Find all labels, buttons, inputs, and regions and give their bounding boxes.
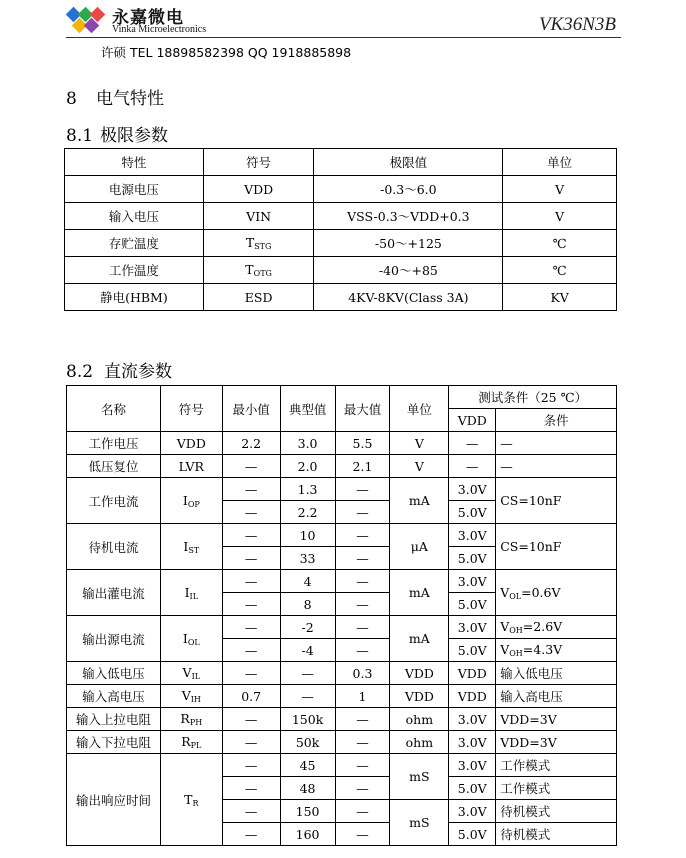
table-cell: — (222, 616, 280, 639)
table-cell: 3.0V (449, 570, 496, 593)
table-cell: — (335, 547, 390, 570)
symbol-cell (203, 257, 314, 284)
table-cell: VDD (449, 662, 496, 685)
condition-part: =2.6V (522, 619, 563, 634)
table-cell: — (280, 685, 335, 708)
table-cell: 输出源电流 (67, 616, 161, 662)
table-cell: 4KV-8KV(Class 3A) (314, 284, 503, 311)
table-cell: 输入下拉电阻 (67, 731, 161, 754)
table-cell: 2.2 (222, 432, 280, 455)
contact-line: 许硕 TEL 18898582398 QQ 1918885898 (101, 45, 352, 60)
condition-part: V (500, 619, 510, 634)
header-cell: 最小值 (222, 386, 280, 432)
table-cell: 工作温度 (65, 257, 204, 284)
header-cell: 单位 (503, 149, 617, 176)
symbol-subscript: OL (187, 637, 200, 647)
header-cell: 特性 (65, 149, 204, 176)
table-cell: -40～+85 (314, 257, 503, 284)
condition-cell (496, 432, 617, 455)
table-cell: 低压复位 (67, 455, 161, 478)
table-row (65, 203, 617, 230)
header-cell: 极限值 (314, 149, 503, 176)
header-cell: 符号 (203, 149, 314, 176)
condition-part: OH (509, 649, 523, 658)
symbol-text: VDD (176, 435, 206, 451)
table-cell: 48 (280, 777, 335, 800)
table-cell: 电源电压 (65, 176, 204, 203)
condition-part: — (500, 435, 513, 451)
condition-cell (496, 662, 617, 685)
table-row (65, 284, 617, 311)
table-cell: — (335, 478, 390, 501)
section-8-2-title: 8.2 直流参数 (66, 362, 172, 382)
table-cell: — (222, 524, 280, 547)
symbol-text: T (184, 791, 193, 807)
table-header-row (65, 149, 617, 176)
table-cell: VDD (449, 685, 496, 708)
table-cell: μA (390, 524, 449, 570)
condition-cell (496, 524, 617, 570)
table-cell: 待机电流 (67, 524, 161, 570)
table-cell: — (222, 547, 280, 570)
table-cell: VDD (390, 685, 449, 708)
table-cell: — (222, 823, 280, 846)
symbol-subscript: PL (190, 741, 202, 750)
table-cell: — (335, 823, 390, 846)
condition-cell: 待机模式 (496, 800, 617, 823)
table-cell: 5.5 (335, 432, 390, 455)
header-cell: 单位 (390, 386, 449, 432)
condition-part: V (500, 642, 510, 657)
table-cell: — (449, 432, 496, 455)
table-cell: 50k (280, 731, 335, 754)
symbol-text: I (184, 584, 190, 600)
table-cell: KV (503, 284, 617, 311)
table-cell: 3.0V (449, 616, 496, 639)
symbol-text: ESD (244, 289, 273, 305)
table-cell: 45 (280, 754, 335, 777)
table-row (65, 176, 617, 203)
symbol-text: I (182, 630, 188, 646)
symbol-text: T (245, 235, 255, 250)
brand-name-en: Vinka Microelectronics (112, 24, 207, 35)
table-cell: — (222, 754, 280, 777)
condition-part: CS=10nF (500, 539, 562, 554)
table-row (67, 708, 617, 731)
symbol-text: V (182, 665, 192, 680)
table-cell: V (390, 432, 449, 455)
table-row (67, 455, 617, 478)
table-row (67, 570, 617, 593)
header-cell: 测试条件（25 ℃） (449, 386, 617, 409)
condition-part: =4.3V (522, 642, 563, 657)
table-cell: mA (390, 616, 449, 662)
absolute-max-table (64, 148, 617, 311)
symbol-cell (160, 524, 222, 570)
symbol-subscript: R (192, 798, 199, 808)
table-cell: — (222, 501, 280, 524)
symbol-subscript: OTG (253, 269, 272, 278)
table-cell: 3.0 (280, 432, 335, 455)
table-cell: — (222, 777, 280, 800)
table-cell: -2 (280, 616, 335, 639)
table-row (67, 616, 617, 639)
table-cell: 5.0V (449, 639, 496, 662)
symbol-text: R (181, 734, 191, 749)
symbol-cell (203, 176, 314, 203)
dc-parameters-table (66, 385, 617, 846)
table-cell: 5.0V (449, 547, 496, 570)
symbol-cell (160, 616, 222, 662)
table-row (65, 230, 617, 257)
table-cell: ohm (390, 731, 449, 754)
table-cell: — (335, 800, 390, 823)
condition-part: V (500, 584, 510, 600)
table-cell: 5.0V (449, 501, 496, 524)
condition-cell (496, 455, 617, 478)
table-cell: mA (390, 478, 449, 524)
symbol-text: LVR (178, 458, 204, 474)
table-cell: — (335, 501, 390, 524)
table-cell: 3.0V (449, 524, 496, 547)
document-code: VK36N3B (538, 14, 616, 35)
table-cell: 150k (280, 708, 335, 731)
table-cell: 3.0V (449, 708, 496, 731)
condition-cell (496, 731, 617, 754)
symbol-text: I (182, 492, 188, 508)
header-cell: VDD (449, 409, 496, 432)
symbol-cell (160, 455, 222, 478)
table-cell: mS (390, 754, 449, 800)
table-row (67, 524, 617, 547)
table-cell: — (222, 731, 280, 754)
table-cell: 输出响应时间 (67, 754, 161, 846)
condition-part: 输入低电压 (500, 666, 563, 681)
table-cell: 3.0V (449, 754, 496, 777)
table-cell: 160 (280, 823, 335, 846)
table-cell: — (222, 662, 280, 685)
symbol-cell (160, 754, 222, 846)
table-cell: — (280, 662, 335, 685)
condition-part: =0.6V (521, 584, 561, 600)
table-header-row (67, 386, 617, 409)
condition-cell: 工作模式 (496, 777, 617, 800)
table-cell: ℃ (503, 230, 617, 257)
table-cell: — (222, 639, 280, 662)
condition-part: VDD=3V (500, 734, 557, 750)
table-cell: 5.0V (449, 823, 496, 846)
table-cell: 3.0V (449, 731, 496, 754)
table-cell: -4 (280, 639, 335, 662)
table-cell: — (222, 593, 280, 616)
table-cell: — (335, 754, 390, 777)
condition-part: VDD=3V (500, 711, 557, 727)
table-cell: 4 (280, 570, 335, 593)
table-cell: 0.7 (222, 685, 280, 708)
symbol-text: I (183, 538, 189, 554)
table-cell: — (222, 800, 280, 823)
symbol-subscript: IL (191, 672, 201, 681)
table-cell: — (449, 455, 496, 478)
section-8-1-title: 8.1 极限参数 (66, 126, 168, 146)
symbol-cell (160, 570, 222, 616)
table-cell: 静电(HBM) (65, 284, 204, 311)
symbol-subscript: ST (188, 545, 200, 555)
vinka-logo-icon (66, 6, 106, 36)
table-cell: 工作电流 (67, 478, 161, 524)
symbol-text: R (180, 711, 190, 726)
table-cell: — (222, 708, 280, 731)
symbol-cell (160, 731, 222, 754)
condition-part: OL (509, 591, 522, 601)
table-cell: 5.0V (449, 593, 496, 616)
page-header (0, 0, 686, 40)
symbol-subscript: IL (189, 591, 199, 601)
section-8-title: 8 电气特性 (66, 89, 164, 109)
condition-cell (496, 478, 617, 524)
table-row (67, 478, 617, 501)
table-row (67, 754, 617, 777)
condition-cell: 待机模式 (496, 823, 617, 846)
header-cell: 最大值 (335, 386, 390, 432)
symbol-text: VDD (244, 181, 274, 197)
table-cell: mA (390, 570, 449, 616)
condition-part: 输入高电压 (500, 689, 563, 704)
symbol-cell (160, 708, 222, 731)
table-cell: 存贮温度 (65, 230, 204, 257)
header-cell: 符号 (160, 386, 222, 432)
table-cell: 1 (335, 685, 390, 708)
table-cell: 输入上拉电阻 (67, 708, 161, 731)
table-cell: 150 (280, 800, 335, 823)
condition-part: — (500, 458, 513, 474)
condition-cell (496, 639, 617, 662)
table-cell: — (222, 478, 280, 501)
symbol-cell (160, 685, 222, 708)
symbol-cell (160, 662, 222, 685)
condition-cell (496, 685, 617, 708)
table-cell: V (390, 455, 449, 478)
table-cell: 10 (280, 524, 335, 547)
condition-part: CS=10nF (500, 493, 562, 508)
table-cell: VSS-0.3～VDD+0.3 (314, 203, 503, 230)
table-cell: 0.3 (335, 662, 390, 685)
table-cell: 8 (280, 593, 335, 616)
table-cell: — (335, 593, 390, 616)
symbol-cell (203, 284, 314, 311)
table-cell: 2.2 (280, 501, 335, 524)
table-cell: — (222, 455, 280, 478)
table-cell: — (335, 777, 390, 800)
table-cell: 工作电压 (67, 432, 161, 455)
table-row (67, 731, 617, 754)
symbol-subscript: IH (190, 695, 201, 704)
table-row (67, 432, 617, 455)
condition-cell: 工作模式 (496, 754, 617, 777)
table-cell: — (335, 524, 390, 547)
table-cell: 2.0 (280, 455, 335, 478)
symbol-subscript: STG (254, 242, 272, 251)
symbol-subscript: OP (187, 499, 200, 509)
table-cell: — (335, 708, 390, 731)
header-divider (66, 37, 621, 38)
table-cell: 3.0V (449, 478, 496, 501)
table-cell: mS (390, 800, 449, 846)
table-cell: 输出灌电流 (67, 570, 161, 616)
table-cell: 2.1 (335, 455, 390, 478)
table-row (67, 685, 617, 708)
symbol-cell (203, 230, 314, 257)
symbol-cell (160, 478, 222, 524)
table-cell: VDD (390, 662, 449, 685)
table-cell: — (335, 570, 390, 593)
header-cell: 条件 (496, 409, 617, 432)
table-row (67, 662, 617, 685)
table-cell: ohm (390, 708, 449, 731)
table-cell: — (335, 639, 390, 662)
header-cell: 名称 (67, 386, 161, 432)
condition-cell (496, 570, 617, 616)
header-cell: 典型值 (280, 386, 335, 432)
table-cell: V (503, 203, 617, 230)
table-cell: V (503, 176, 617, 203)
table-cell: — (335, 616, 390, 639)
brand-name-cn: 永嘉微电 (112, 8, 184, 28)
symbol-text: V (181, 688, 191, 703)
table-cell: -0.3～6.0 (314, 176, 503, 203)
table-cell: 1.3 (280, 478, 335, 501)
table-cell: — (335, 731, 390, 754)
symbol-cell (160, 432, 222, 455)
symbol-cell (203, 203, 314, 230)
table-cell: ℃ (503, 257, 617, 284)
condition-cell (496, 616, 617, 639)
symbol-subscript: PH (189, 718, 203, 727)
condition-cell (496, 708, 617, 731)
table-cell: — (222, 570, 280, 593)
table-cell: 33 (280, 547, 335, 570)
table-cell: 输入低电压 (67, 662, 161, 685)
table-cell: 输入高电压 (67, 685, 161, 708)
table-cell: 3.0V (449, 800, 496, 823)
table-cell: 输入电压 (65, 203, 204, 230)
symbol-text: VIN (246, 208, 272, 224)
table-cell: -50～+125 (314, 230, 503, 257)
condition-part: OH (509, 626, 523, 635)
table-row (65, 257, 617, 284)
symbol-text: T (245, 262, 254, 277)
table-cell: 5.0V (449, 777, 496, 800)
